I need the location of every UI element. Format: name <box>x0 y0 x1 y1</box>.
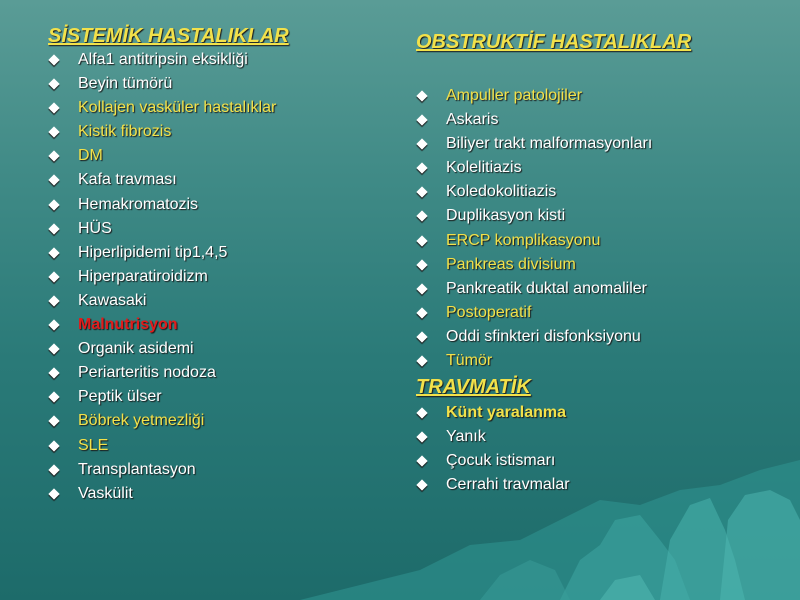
list-item-label: Tümör <box>446 352 493 370</box>
list-item <box>416 108 786 132</box>
list-item <box>48 193 388 217</box>
diamond-bullet-icon <box>416 307 427 318</box>
list-item <box>416 349 786 373</box>
list-item-label: Pankreas divisium <box>446 255 576 273</box>
list-item <box>48 361 388 385</box>
list-item-label: ERCP komplikasyonu <box>446 231 601 249</box>
diamond-bullet-icon <box>48 416 59 427</box>
diamond-bullet-icon <box>48 54 59 65</box>
list-item-label: Ampuller patolojiler <box>446 87 583 104</box>
list-item-label: Askaris <box>446 111 499 129</box>
list-item <box>416 449 786 473</box>
list-item <box>48 144 388 168</box>
diamond-bullet-icon <box>48 343 59 354</box>
list-item <box>416 156 786 180</box>
list-item <box>416 401 786 425</box>
list-item-label: DM <box>78 147 103 165</box>
list-item-label: Peptik ülser <box>78 388 162 406</box>
list-item <box>416 473 786 497</box>
diamond-bullet-icon <box>48 127 59 138</box>
list-item <box>48 482 388 506</box>
list-item-label: Kollajen vasküler hastalıklar <box>78 99 277 117</box>
list-item <box>416 84 786 108</box>
systemic-list <box>48 48 388 506</box>
list-item-label: Böbrek yetmezliği <box>78 412 205 430</box>
list-item <box>48 217 388 241</box>
list-item-label: Koledokolitiazis <box>446 183 557 201</box>
list-item <box>48 289 388 313</box>
diamond-bullet-icon <box>48 295 59 306</box>
trauma-list <box>416 401 786 497</box>
diamond-bullet-icon <box>48 78 59 89</box>
diamond-bullet-icon <box>48 247 59 258</box>
list-item <box>416 180 786 204</box>
diamond-bullet-icon <box>416 211 427 222</box>
trauma-heading: TRAVMATİK <box>416 376 531 399</box>
list-item <box>48 385 388 409</box>
diamond-bullet-icon <box>416 283 427 294</box>
diamond-bullet-icon <box>48 440 59 451</box>
list-item <box>48 265 388 289</box>
list-item-label: Oddi sfinkteri disfonksiyonu <box>446 327 641 345</box>
list-item <box>48 96 388 120</box>
diamond-bullet-icon <box>416 187 427 198</box>
diamond-bullet-icon <box>416 139 427 150</box>
diamond-bullet-icon <box>48 151 59 162</box>
list-item <box>416 301 786 325</box>
list-item <box>416 229 786 253</box>
list-item-label: Cerrahi travmalar <box>446 476 570 494</box>
diamond-bullet-icon <box>416 355 427 366</box>
obstructive-heading: OBSTRUKTİF HASTALIKLAR <box>416 31 692 53</box>
list-item-label: Çocuk istismarı <box>446 452 556 470</box>
list-item-label: Duplikasyon kisti <box>446 207 566 225</box>
systemic-column <box>48 24 388 506</box>
list-item <box>416 204 786 228</box>
diamond-bullet-icon <box>48 271 59 282</box>
diamond-bullet-icon <box>48 488 59 499</box>
list-item-label: Beyin tümörü <box>78 75 173 93</box>
diamond-bullet-icon <box>48 319 59 330</box>
list-item-label: Organik asidemi <box>78 340 194 358</box>
obstructive-column <box>416 30 786 498</box>
list-item <box>48 434 388 458</box>
list-item-label: Künt yaralanma <box>446 404 567 422</box>
diamond-bullet-icon <box>48 223 59 234</box>
list-item <box>416 253 786 277</box>
list-item-label: Kolelitiazis <box>446 159 522 177</box>
list-item <box>416 132 786 156</box>
list-item <box>48 168 388 192</box>
list-item <box>48 458 388 482</box>
list-item-label: Vaskülit <box>78 484 133 502</box>
diamond-bullet-icon <box>416 480 427 491</box>
diamond-bullet-icon <box>416 456 427 467</box>
list-item <box>48 48 388 72</box>
list-item-label: Postoperatif <box>446 303 532 321</box>
list-item-label: Hiperlipidemi tip1,4,5 <box>78 243 228 261</box>
diamond-bullet-icon <box>48 464 59 475</box>
list-item-label: Biliyer trakt malformasyonları <box>446 135 653 153</box>
diamond-bullet-icon <box>48 175 59 186</box>
list-item-label: Periarteritis nodoza <box>78 364 216 382</box>
list-item <box>48 120 388 144</box>
list-item-label: Pankreatik duktal anomaliler <box>446 279 647 297</box>
diamond-bullet-icon <box>48 392 59 403</box>
list-item <box>48 337 388 361</box>
list-item <box>48 313 388 337</box>
diamond-bullet-icon <box>416 432 427 443</box>
list-item-label: Yanık <box>446 428 486 446</box>
list-item-label: Kafa travması <box>78 171 177 189</box>
list-item-label: Hiperparatiroidizm <box>78 267 208 285</box>
obstructive-list <box>416 84 786 373</box>
list-item <box>416 425 786 449</box>
list-item <box>48 241 388 265</box>
diamond-bullet-icon <box>48 199 59 210</box>
diamond-bullet-icon <box>48 368 59 379</box>
list-item-label: Kawasaki <box>78 291 147 309</box>
list-item-label: SLE <box>78 436 109 454</box>
list-item-label: Hemakromatozis <box>78 195 199 213</box>
list-item <box>416 325 786 349</box>
diamond-bullet-icon <box>416 235 427 246</box>
list-item <box>48 72 388 96</box>
list-item-label: Malnutrisyon <box>78 316 178 334</box>
list-item <box>48 409 388 433</box>
diamond-bullet-icon <box>416 90 427 101</box>
list-item <box>416 277 786 301</box>
systemic-heading: SİSTEMİK HASTALIKLAR <box>48 25 289 47</box>
list-item-label: Alfa1 antitripsin eksikliği <box>78 51 248 68</box>
diamond-bullet-icon <box>416 331 427 342</box>
diamond-bullet-icon <box>416 163 427 174</box>
diamond-bullet-icon <box>416 114 427 125</box>
diamond-bullet-icon <box>416 407 427 418</box>
diamond-bullet-icon <box>48 103 59 114</box>
list-item-label: Transplantasyon <box>78 460 196 478</box>
list-item-label: Kistik fibrozis <box>78 123 172 141</box>
diamond-bullet-icon <box>416 259 427 270</box>
list-item-label: HÜS <box>78 219 112 237</box>
